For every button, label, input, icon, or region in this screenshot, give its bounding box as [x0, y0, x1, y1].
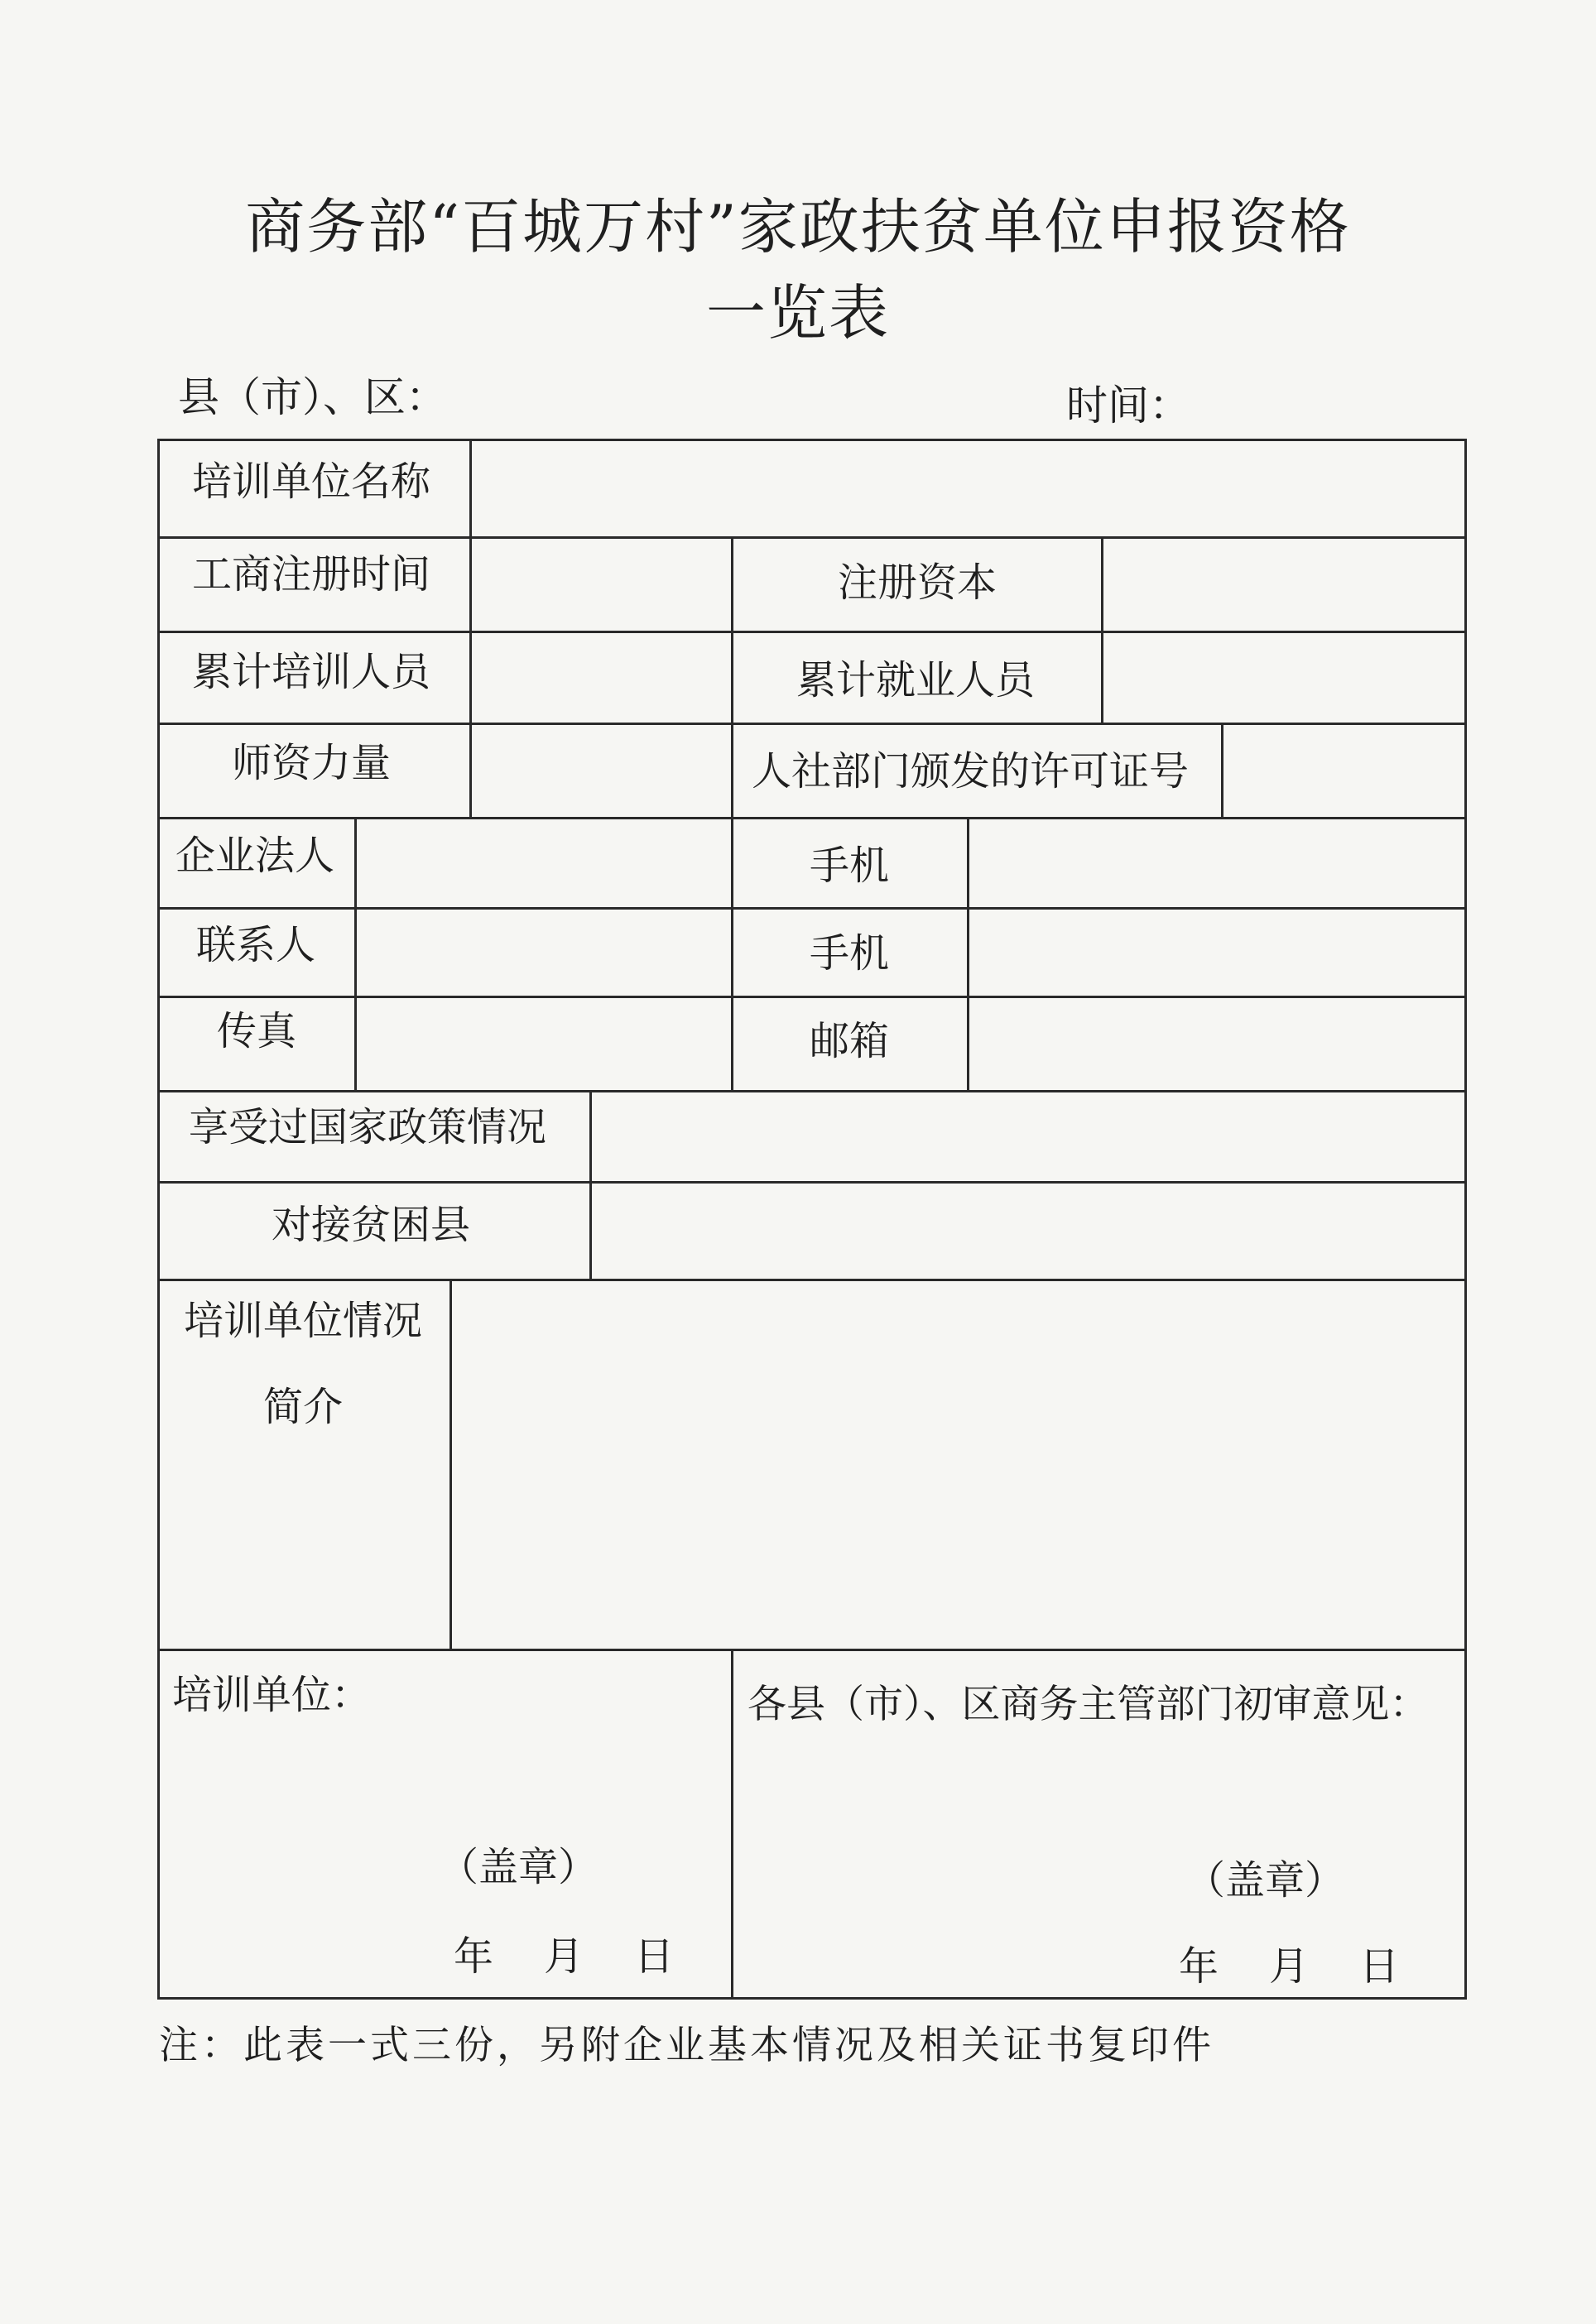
review-date-text: 年 月 日	[1179, 1943, 1400, 1990]
email-field[interactable]	[969, 998, 1464, 1090]
intro-field[interactable]	[452, 1281, 1464, 1649]
intro-label-line1: 培训单位情况	[184, 1298, 423, 1344]
org-date-text: 年 月 日	[454, 1933, 675, 1980]
county-label: 县（市）、区：	[178, 373, 447, 421]
phone-field-1[interactable]	[969, 819, 1464, 907]
org-sign-label: 培训单位：	[172, 1672, 372, 1718]
contact-field[interactable]	[357, 910, 731, 996]
legal-person-field[interactable]	[357, 819, 731, 907]
contact-label: 联系人	[196, 922, 316, 968]
employed-total-label: 累计就业人员	[796, 657, 1036, 703]
reg-capital-field[interactable]	[1103, 539, 1464, 631]
county-link-label: 对接贫困县	[272, 1202, 471, 1248]
teachers-label: 师资力量	[232, 740, 392, 786]
policy-label: 享受过国家政策情况	[189, 1104, 547, 1150]
time-label: 时间：	[1066, 382, 1190, 430]
license-field[interactable]	[1223, 725, 1464, 817]
trained-total-label: 累计培训人员	[192, 649, 431, 695]
reg-capital-label: 注册资本	[838, 559, 997, 606]
page-title-line2: 一览表	[705, 278, 890, 348]
review-label: 各县（市）、区商务主管部门初审意见：	[748, 1682, 1429, 1727]
policy-field[interactable]	[592, 1092, 1464, 1181]
trained-total-field[interactable]	[472, 633, 731, 723]
phone-label-1: 手机	[810, 843, 890, 889]
org-name-label: 培训单位名称	[192, 459, 431, 505]
org-seal-text: （盖章）	[439, 1844, 598, 1890]
footnote: 注：此表一式三份，另附企业基本情况及相关证书复印件	[159, 2023, 1214, 2068]
grid-line	[157, 1997, 1467, 2000]
org-name-field[interactable]	[472, 441, 1464, 536]
grid-line	[731, 536, 733, 1090]
grid-line	[1464, 439, 1467, 2000]
intro-label-line2: 简介	[263, 1384, 344, 1430]
license-label: 人社部门颁发的许可证号	[752, 748, 1190, 795]
page-title-line1: 商务部“百城万村”家政扶贫单位申报资格	[245, 192, 1351, 262]
teachers-field[interactable]	[472, 725, 731, 817]
org-sign-area[interactable]	[160, 1651, 731, 1997]
review-sign-area[interactable]	[733, 1651, 1464, 1997]
phone-field-2[interactable]	[969, 910, 1464, 996]
reg-time-field[interactable]	[472, 539, 731, 631]
legal-person-label: 企业法人	[175, 833, 335, 879]
email-label: 邮箱	[810, 1018, 890, 1064]
county-link-field[interactable]	[592, 1184, 1464, 1279]
phone-label-2: 手机	[810, 930, 890, 977]
reg-time-label: 工商注册时间	[192, 551, 431, 598]
fax-label: 传真	[217, 1008, 297, 1054]
employed-total-field[interactable]	[1103, 633, 1464, 723]
review-seal-text: （盖章）	[1185, 1857, 1345, 1904]
fax-field[interactable]	[357, 998, 731, 1090]
